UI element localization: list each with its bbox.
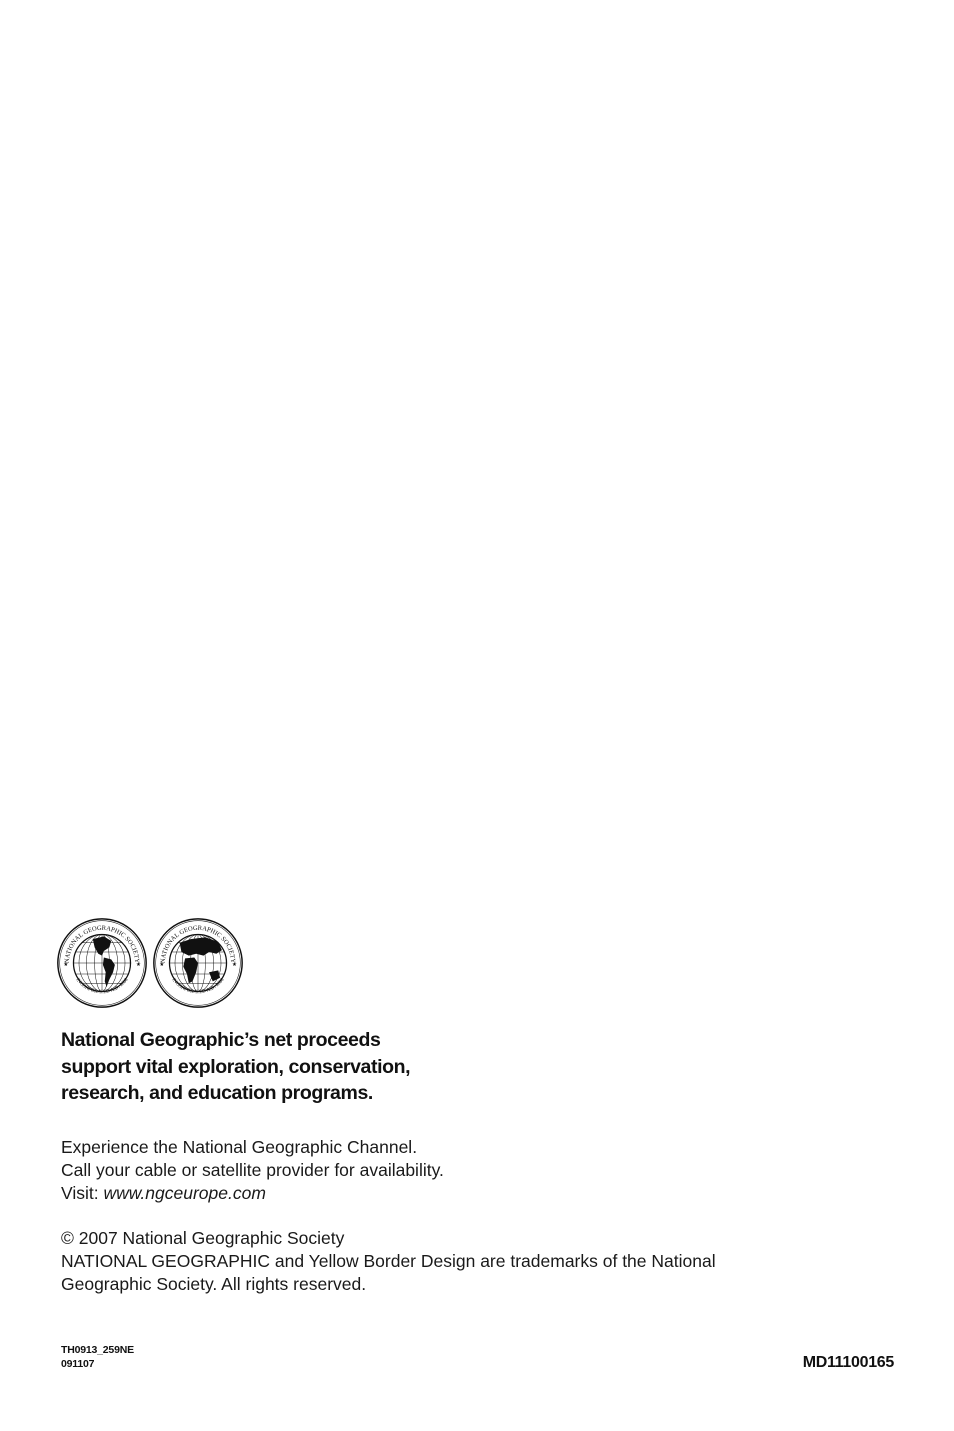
svg-text:NATIONAL GEOGRAPHIC SOCIETY: NATIONAL GEOGRAPHIC SOCIETY xyxy=(63,924,141,964)
mission-statement xyxy=(61,1027,410,1107)
svg-text:★: ★ xyxy=(136,961,141,968)
channel-line-2: Call your cable or satellite provider for availability. xyxy=(61,1160,444,1180)
svg-text:★: ★ xyxy=(159,961,165,968)
mission-line: support vital exploration, conservation, xyxy=(61,1055,411,1078)
trademark-line-2: Geographic Society. All rights reserved. xyxy=(61,1274,367,1294)
trademark-line-1: NATIONAL GEOGRAPHIC and Yellow Border Design are trademarks of the National xyxy=(61,1251,716,1271)
eastern-hemisphere-globe-seal-icon xyxy=(152,917,244,1009)
mission-line: National Geographic’s net proceeds xyxy=(61,1029,381,1051)
svg-text:★: ★ xyxy=(232,961,237,968)
date-code: 091107 xyxy=(61,1358,95,1370)
channel-promo xyxy=(61,1136,444,1205)
western-hemisphere-globe-seal-icon xyxy=(56,917,148,1009)
society-seals xyxy=(56,917,248,1011)
svg-text:INCORPORATED A.D. 1888: INCORPORATED A.D. 1888 xyxy=(170,977,226,996)
product-code: MD11100165 xyxy=(802,1354,894,1371)
legal-notice xyxy=(61,1227,716,1296)
copyright-line: © 2007 National Geographic Society xyxy=(61,1228,345,1248)
svg-text:INCORPORATED A.D. 1888: INCORPORATED A.D. 1888 xyxy=(74,977,130,996)
job-code: TH0913_259NE xyxy=(61,1344,134,1356)
website-link[interactable]: www.ngceurope.com xyxy=(103,1183,266,1203)
visit-line xyxy=(61,1182,444,1205)
svg-text:NATIONAL GEOGRAPHIC SOCIETY: NATIONAL GEOGRAPHIC SOCIETY xyxy=(159,924,237,964)
print-codes xyxy=(61,1343,134,1371)
mission-line: research, and education programs. xyxy=(61,1082,373,1104)
channel-line-1: Experience the National Geographic Channel. xyxy=(61,1137,418,1157)
svg-text:★: ★ xyxy=(63,961,69,968)
visit-label: Visit: xyxy=(61,1183,99,1203)
